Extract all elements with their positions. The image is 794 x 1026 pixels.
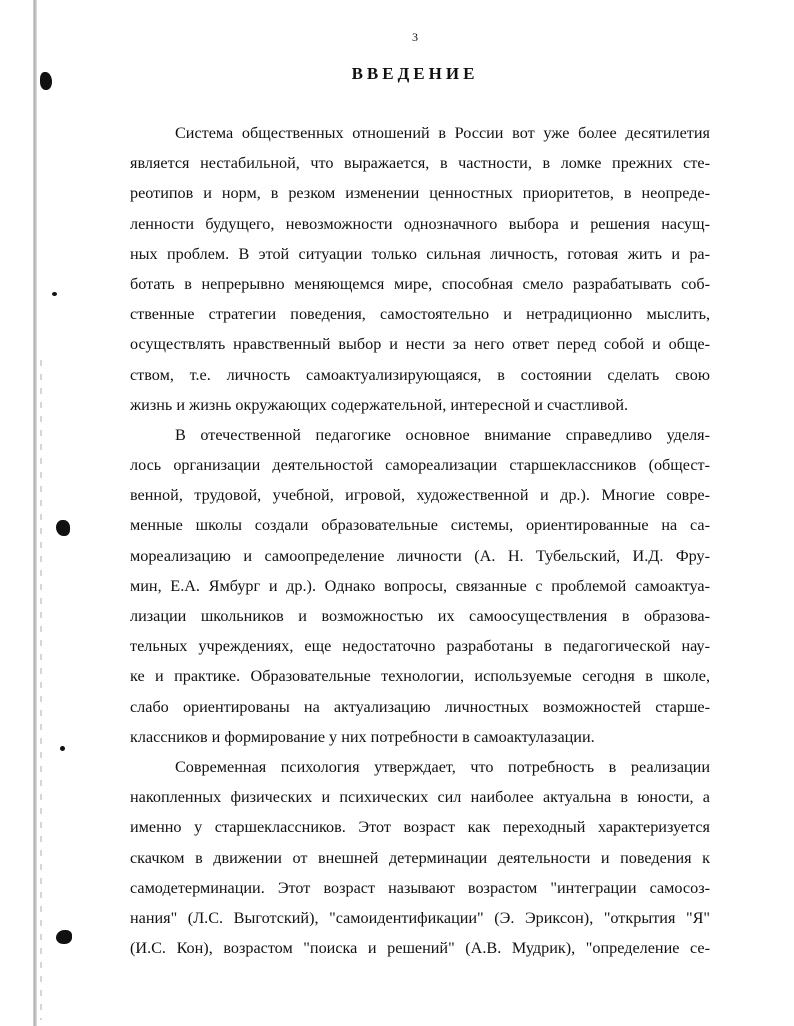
text-line: тельных учреждениях, еще недостаточно разработаны в педагогической нау- bbox=[130, 637, 710, 656]
ink-blot-2 bbox=[52, 292, 57, 296]
text-line: (И.С. Кон), возрастом "поиска и решений" (А.В. Мудрик), "определение се- bbox=[130, 939, 710, 958]
ink-blot-3 bbox=[56, 520, 70, 536]
ink-blot-4 bbox=[60, 746, 65, 751]
scan-margin-shadow bbox=[33, 0, 37, 1026]
text-line: является нестабильной, что выражается, в частности, в ломке прежних сте- bbox=[130, 154, 710, 173]
text-line: мин, Е.А. Ямбург и др.). Однако вопросы, связанные с проблемой самоактуа- bbox=[130, 576, 710, 595]
text-line: лизации школьников и возможностью их самоосуществления в образова- bbox=[130, 607, 710, 625]
text-line: венной, трудовой, учебной, игровой, художественной и др.). Многие совре- bbox=[130, 486, 710, 505]
text-line: В отечественной педагогике основное внимание справедливо уделя- bbox=[175, 425, 710, 444]
text-line: лось организации деятельностой самореализации старшеклассников (общест- bbox=[130, 456, 710, 475]
text-line: жизнь и жизнь окружающих содержательной, интересной и счастливой. bbox=[130, 395, 629, 414]
text-line: Система общественных отношений в России вот уже более десятилетия bbox=[175, 124, 710, 142]
page-title: ВВЕДЕНИЕ bbox=[351, 64, 479, 83]
scan-margin-artifact bbox=[40, 360, 42, 1020]
ink-blot-5 bbox=[56, 930, 72, 944]
text-line: нания" (Л.С. Выготский), "самоидентификации" (Э. Эриксон), "открытия "Я" bbox=[130, 908, 710, 927]
body-text bbox=[130, 118, 710, 963]
text-line: Современная психология утверждает, что потребность в реализации bbox=[175, 757, 710, 776]
text-line: классников и формирование у них потребности в самоактулазации. bbox=[130, 727, 595, 746]
text-line: слабо ориентированы на актуализацию личностных возможностей старше- bbox=[130, 697, 710, 716]
text-line: реотипов и норм, в резком изменении ценностных приоритетов, в неопреде- bbox=[130, 184, 710, 203]
text-line: ленности будущего, невозможности однозначного выбора и решения насущ- bbox=[130, 214, 710, 233]
text-line: ке и практике. Образовательные технологии, используемые сегодня в школе, bbox=[130, 667, 710, 686]
text-line: именно у старшеклассников. Этот возраст как переходный характеризуется bbox=[130, 818, 710, 837]
text-line: скачком в движении от внешней детерминации деятельности и поведения к bbox=[130, 848, 710, 867]
text-line: осуществлять нравственный выбор и нести за него ответ перед собой и обще- bbox=[130, 335, 710, 354]
text-line: менные школы создали образовательные системы, ориентированные на са- bbox=[130, 516, 710, 535]
text-line: мореализацию и самоопределение личности (А. Н. Тубельский, И.Д. Фру- bbox=[130, 546, 710, 565]
text-line: ботать в непрерывно меняющемся мире, способная смело разрабатывать соб- bbox=[130, 274, 710, 293]
page-number: 3 bbox=[412, 30, 418, 44]
text-line: накопленных физических и психических сил наиболее актуальна в юности, а bbox=[130, 788, 710, 807]
text-line: самодетерминации. Этот возраст называют возрастом "интеграции самосоз- bbox=[130, 878, 710, 897]
text-line: ственные стратегии поведения, самостоятельно и нетрадиционно мыслить, bbox=[130, 305, 710, 324]
text-line: ством, т.е. личность самоактуализирующаяся, в состоянии сделать свою bbox=[130, 365, 710, 384]
text-line: ных проблем. В этой ситуации только сильная личность, готовая жить и ра- bbox=[130, 244, 710, 263]
